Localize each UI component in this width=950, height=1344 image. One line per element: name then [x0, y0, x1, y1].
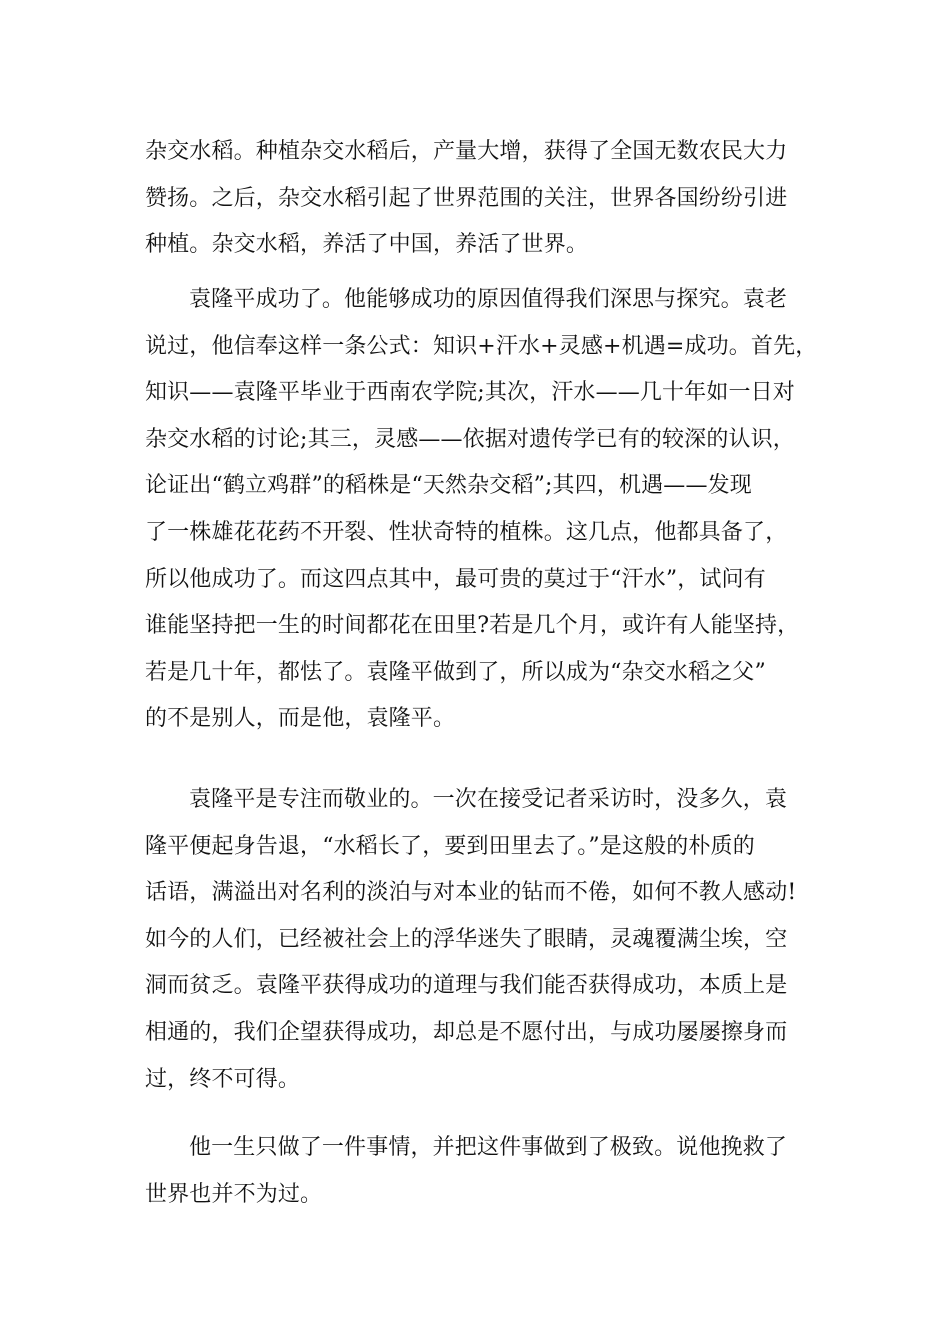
paragraph-line: 的不是别人，而是他，袁隆平。: [145, 706, 456, 732]
paragraph-4: [145, 1125, 810, 1218]
paragraph-line: 杂交水稻。种植杂交水稻后，产量大增，获得了全国无数农民大力: [145, 139, 788, 164]
paragraph-line: 种植。杂交水稻，养活了中国，养活了世界。: [145, 232, 589, 258]
paragraph-line: 隆平便起身告退，“水稻长了，要到田里去了。”是这般的朴质的: [145, 833, 755, 859]
paragraph-line: 洞而贫乏。袁隆平获得成功的道理与我们能否获得成功，本质上是: [145, 973, 788, 999]
paragraph-line: 相通的，我们企望获得成功，却总是不愿付出，与成功屡屡擦身而: [145, 1019, 788, 1045]
paragraph-3: [145, 777, 810, 1103]
paragraph-line: 世界也并不为过。: [145, 1181, 323, 1207]
paragraph-2: [145, 277, 818, 743]
paragraph-line: 如今的人们，已经被社会上的浮华迷失了眼睛，灵魂覆满尘埃，空: [145, 926, 788, 952]
paragraph-line: 袁隆平是专注而敬业的。一次在接受记者采访时，没多久，袁: [189, 787, 788, 812]
paragraph-line: 了一株雄花花药不开裂、性状奇特的植株。这几点，他都具备了，: [145, 519, 788, 545]
paragraph-line: 说过，他信奉这样一条公式：知识+汗水+灵感+机遇=成功。首先，: [145, 333, 818, 359]
paragraph-line: 论证出“鹤立鸡群”的稻株是“天然杂交稻”;其四，机遇——发现: [145, 473, 752, 499]
paragraph-line: 若是几十年，都怯了。袁隆平做到了，所以成为“杂交水稻之父”: [145, 659, 766, 685]
paragraph-line: 谁能坚持把一生的时间都花在田里?若是几个月，或许有人能坚持，: [145, 613, 800, 639]
paragraph-line: 杂交水稻的讨论;其三，灵感——依据对遗传学已有的较深的认识，: [145, 426, 795, 452]
paragraph-line: 袁隆平成功了。他能够成功的原因值得我们深思与探究。袁老: [189, 287, 788, 312]
paragraph-line: 赞扬。之后，杂交水稻引起了世界范围的关注，世界各国纷纷引进: [145, 185, 788, 211]
paragraph-line: 知识——袁隆平毕业于西南农学院;其次，汗水——几十年如一日对: [145, 380, 795, 406]
paragraph-line: 过，终不可得。: [145, 1066, 301, 1092]
paragraph-line: 他一生只做了一件事情，并把这件事做到了极致。说他挽救了: [189, 1135, 788, 1160]
paragraph-line: 所以他成功了。而这四点其中，最可贵的莫过于“汗水”，试问有: [145, 566, 766, 592]
paragraph-1: [145, 129, 810, 269]
paragraph-line: 话语，满溢出对名利的淡泊与对本业的钻而不倦，如何不教人感动!: [145, 880, 797, 906]
